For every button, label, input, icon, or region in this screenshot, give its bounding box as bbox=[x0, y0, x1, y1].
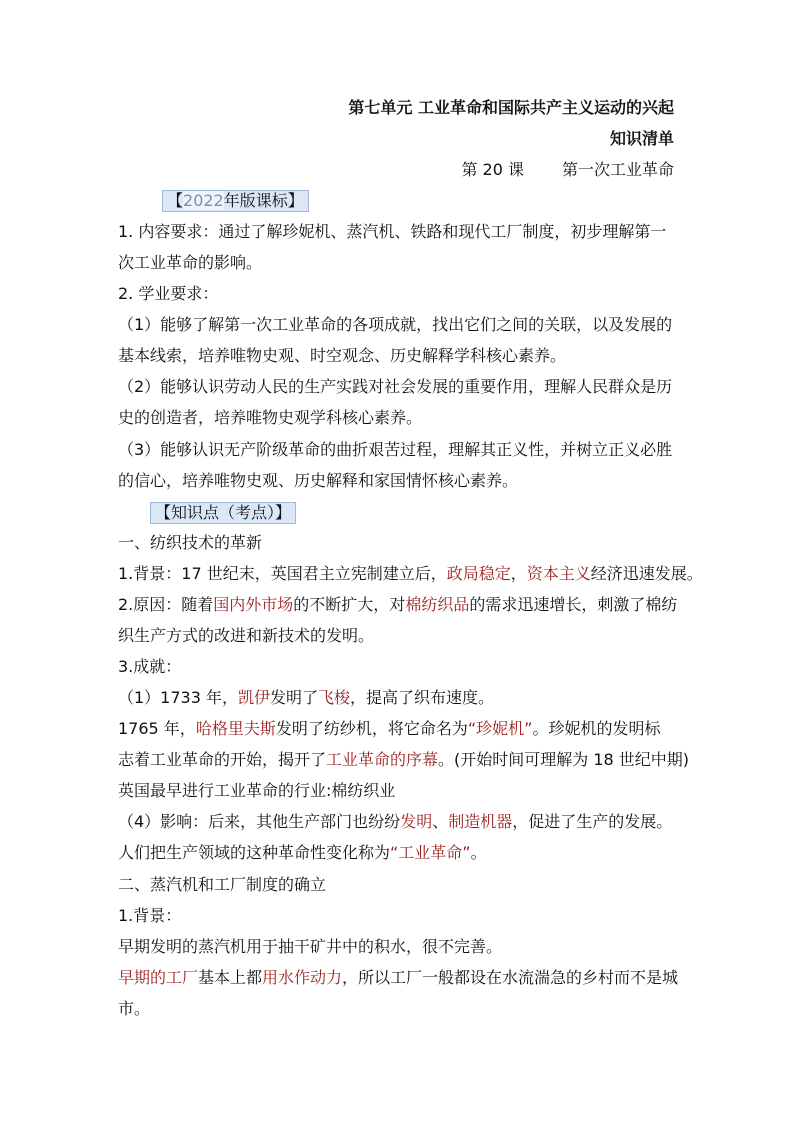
cause-line-b: 织生产方式的改进和新技术的发明。 bbox=[118, 626, 375, 645]
section1-title: 一、纺织技术的革新 bbox=[118, 533, 263, 552]
achievements-title: 3.成就： bbox=[118, 657, 182, 676]
req2-p2-a: （2）能够认识劳动人民的生产实践对社会发展的重要作用，理解人民群众是历 bbox=[118, 377, 673, 396]
background-line: 1.背景：17 世纪末，英国君主立宪制建立后，政局稳定，资本主义经济迅速发展。 bbox=[118, 564, 703, 583]
req2-p3-a: （3）能够认识无产阶级革命的曲折艰苦过程，理解其正义性，并树立正义必胜 bbox=[118, 440, 673, 459]
req1-line-b: 次工业革命的影响。 bbox=[118, 253, 263, 272]
lesson-number: 第 20 课 bbox=[461, 160, 524, 179]
knowledge-tag: 【知识点（考点）】 bbox=[150, 502, 296, 524]
achievement-3: 志着工业革命的开始，揭开了工业革命的序幕。(开始时间可理解为 18 世纪中期) bbox=[118, 750, 690, 769]
req2-p1-a: （1）能够了解第一次工业革命的各项成就，找出它们之间的关联，以及发展的 bbox=[118, 315, 673, 334]
subtitle: 知识清单 bbox=[609, 129, 674, 148]
section2-background: 1.背景： bbox=[118, 906, 182, 925]
section2-line-1: 早期发明的蒸汽机用于抽干矿井中的积水，很不完善。 bbox=[118, 937, 503, 956]
achievement-1: （1）1733 年，凯伊发明了飞梭，提高了织布速度。 bbox=[118, 688, 495, 707]
req2-title: 2. 学业要求： bbox=[118, 284, 219, 303]
achievement-2: 1765 年，哈格里夫斯发明了纺纱机，将它命名为“珍妮机”。珍妮机的发明标 bbox=[118, 719, 661, 738]
impact-line-b: 人们把生产领域的这种革命性变化称为“工业革命”。 bbox=[118, 843, 487, 862]
cause-line-a: 2.原因：随着国内外市场的不断扩大，对棉纺织品的需求迅速增长，刺激了棉纺 bbox=[118, 595, 678, 614]
section2-title: 二、蒸汽机和工厂制度的确立 bbox=[118, 875, 327, 894]
impact-line-a: （4）影响：后来，其他生产部门也纷纷发明、制造机器，促进了生产的发展。 bbox=[118, 812, 673, 831]
standard-tag: 【2022年版课标】 bbox=[162, 190, 309, 212]
req2-p1-b: 基本线索，培养唯物史观、时空观念、历史解释学科核心素养。 bbox=[118, 346, 567, 365]
section2-line-3: 市。 bbox=[118, 999, 151, 1018]
req1-line-a: 1. 内容要求：通过了解珍妮机、蒸汽机、铁路和现代工厂制度，初步理解第一 bbox=[118, 222, 667, 241]
section2-line-2: 早期的工厂基本上都用水作动力，所以工厂一般都设在水流湍急的乡村而不是城 bbox=[118, 968, 679, 987]
lesson-heading bbox=[461, 160, 674, 180]
req2-p3-b: 的信心，培养唯物史观、历史解释和家国情怀核心素养。 bbox=[118, 471, 519, 490]
req2-p2-b: 史的创造者，培养唯物史观学科核心素养。 bbox=[118, 408, 423, 427]
achievement-4: 英国最早进行工业革命的行业:棉纺织业 bbox=[118, 781, 396, 800]
unit-title: 第七单元 工业革命和国际共产主义运动的兴起 bbox=[348, 98, 674, 117]
lesson-title: 第一次工业革命 bbox=[561, 160, 674, 179]
